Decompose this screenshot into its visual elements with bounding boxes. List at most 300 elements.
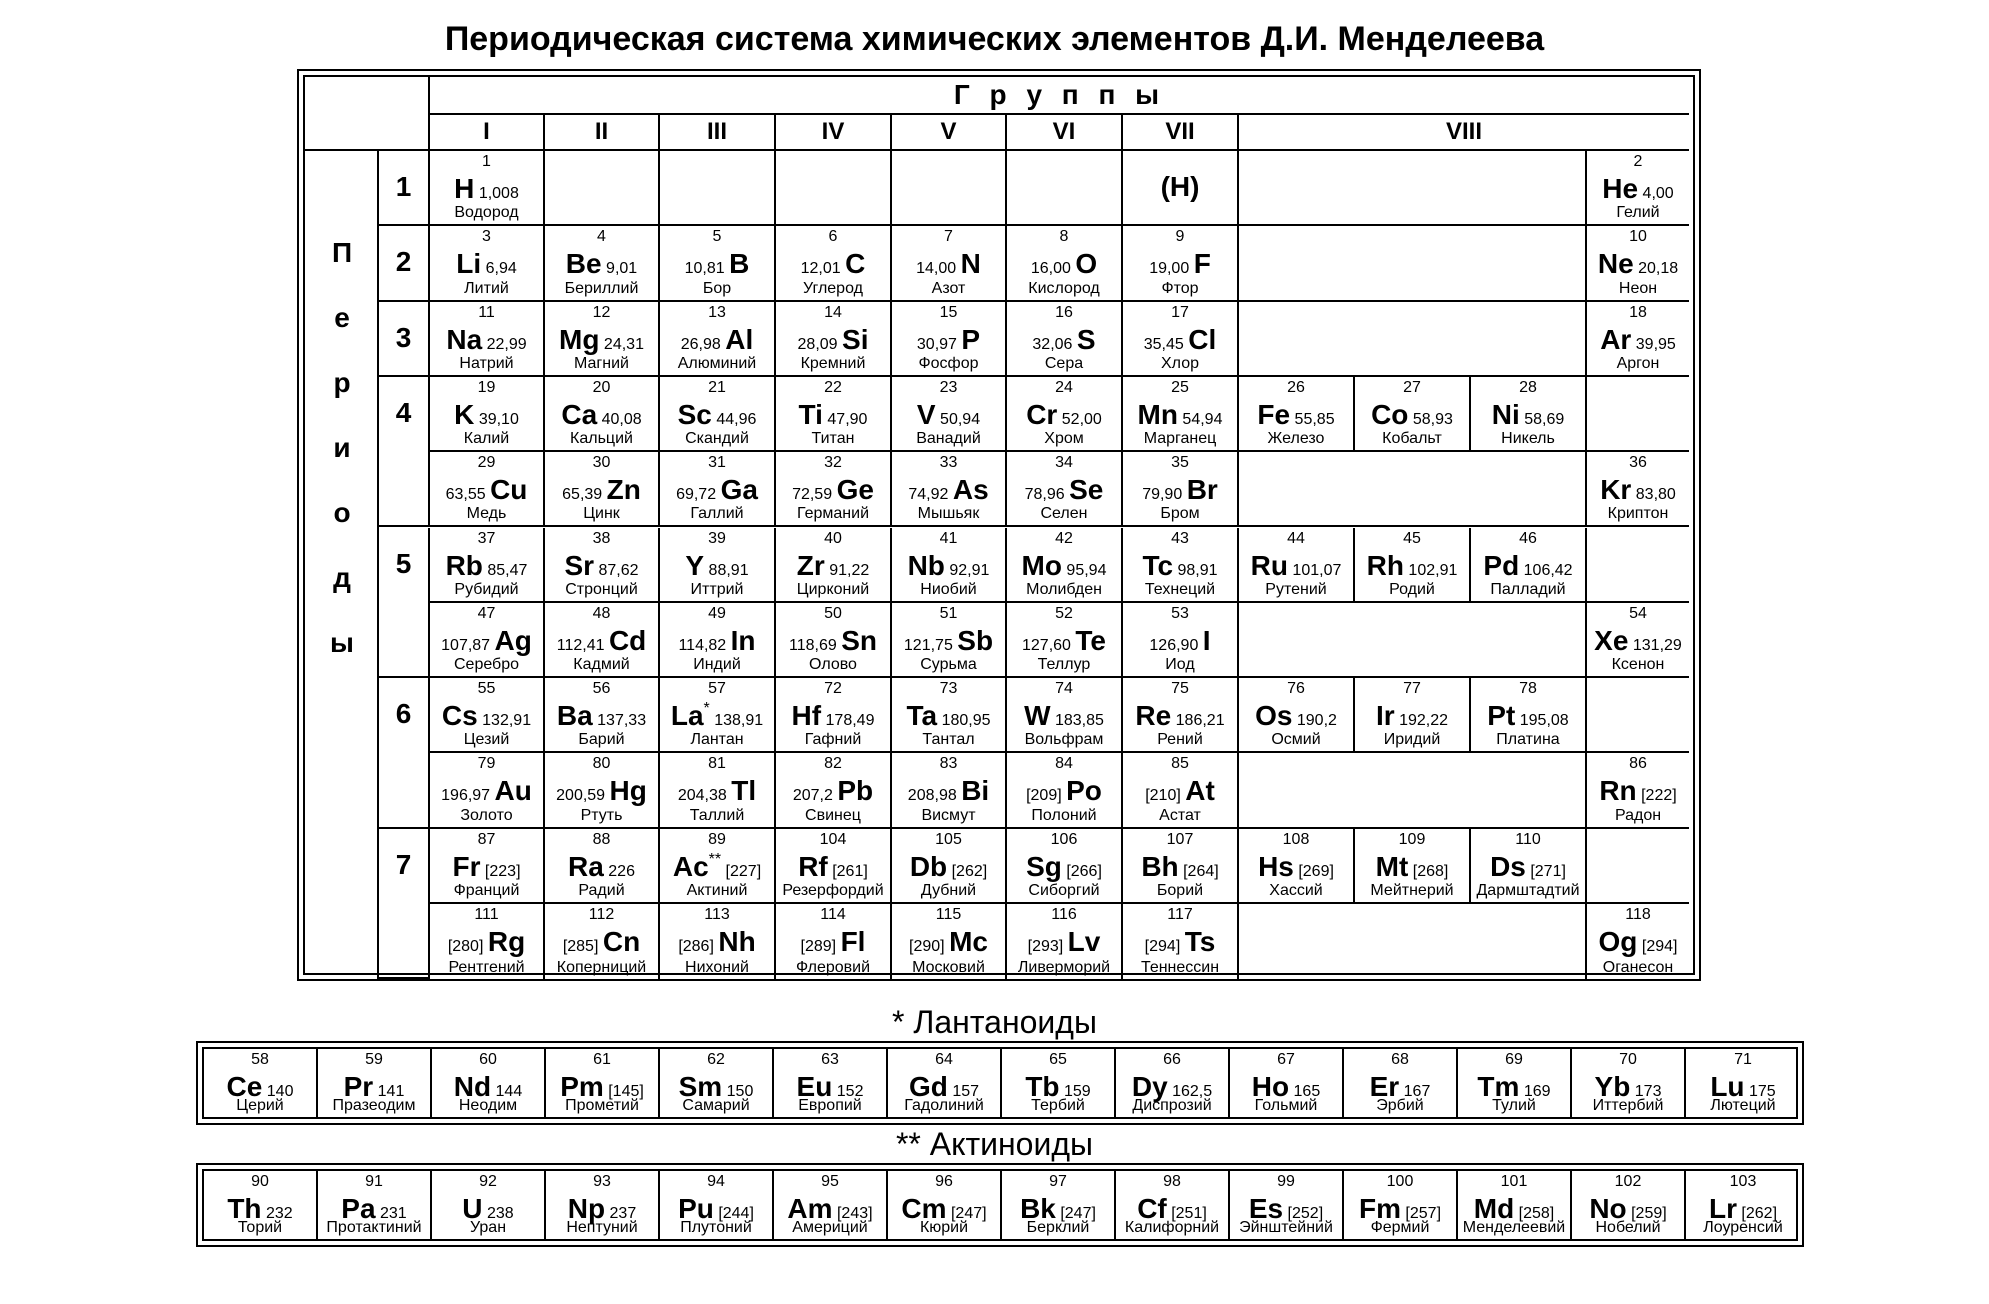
- element-number: 95: [821, 1173, 839, 1190]
- element-mass: 200,59: [556, 787, 606, 805]
- element-symbol-line: [430, 550, 543, 582]
- element-symbol: S: [1076, 323, 1096, 355]
- element-number: 75: [1171, 680, 1189, 698]
- element-symbol: Cl: [1188, 323, 1217, 355]
- element-name: Астат: [1159, 806, 1201, 824]
- element-name: Нихоний: [685, 959, 749, 977]
- element-number: 20: [592, 378, 611, 396]
- element-name: Фтор: [1161, 279, 1199, 297]
- element-number: 39: [708, 529, 726, 547]
- element-symbol: Es: [1248, 1193, 1284, 1224]
- actinide-cell: [546, 1171, 660, 1239]
- element-cell: [1587, 829, 1689, 904]
- element-name: Титан: [811, 430, 855, 448]
- lanthanide-cell: [774, 1049, 888, 1117]
- element-symbol: Mn: [1137, 398, 1178, 430]
- element-number: 73: [939, 680, 958, 698]
- element-cell: [892, 603, 1007, 678]
- lanthanide-cell: [546, 1049, 660, 1117]
- element-symbol-line: [1239, 851, 1353, 883]
- element-mass: 232: [265, 1205, 293, 1222]
- periods-letter: д: [333, 562, 351, 593]
- element-mass: [280]: [447, 938, 484, 955]
- group-header-I: I: [430, 115, 545, 151]
- element-cell: [1123, 678, 1239, 753]
- element-symbol-line: [1007, 248, 1121, 280]
- element-name: Неодим: [458, 1097, 518, 1114]
- element-name: Сиборгий: [1028, 881, 1100, 899]
- lanthanides-title: * Лантаноиды: [892, 1004, 1097, 1040]
- element-cell: [545, 603, 660, 678]
- element-name: Лантан: [690, 731, 744, 749]
- element-name: Тантал: [922, 731, 975, 749]
- period-number-cell: [379, 678, 430, 829]
- element-mass: 79,90: [1142, 486, 1183, 504]
- element-symbol: Hg: [609, 775, 647, 807]
- element-cell: [1123, 151, 1239, 226]
- element-symbol-line: [545, 926, 658, 958]
- element-symbol-line: [545, 625, 658, 657]
- element-name: Медь: [466, 505, 507, 523]
- element-name: Эйнштейний: [1239, 1219, 1333, 1236]
- element-cell: [430, 904, 545, 979]
- element-symbol-line: [430, 700, 543, 732]
- element-mass: 44,96: [716, 410, 757, 428]
- element-number: 40: [824, 529, 842, 547]
- element-number: 31: [708, 454, 726, 472]
- element-symbol-line: [892, 550, 1005, 582]
- element-mass: 138,91: [714, 712, 764, 730]
- element-symbol-line: [430, 775, 543, 807]
- element-mass: 10,81: [684, 260, 725, 278]
- element-name: Никель: [1501, 430, 1555, 448]
- element-number: 24: [1055, 378, 1073, 396]
- element-mass: 140: [266, 1083, 294, 1100]
- period-number-cell: [379, 151, 430, 226]
- element-symbol-line: [1587, 248, 1689, 280]
- element-name: Иттрий: [690, 580, 744, 598]
- element-number: 47: [477, 604, 496, 622]
- element-name: Мышьяк: [917, 505, 980, 523]
- element-mass: 196,97: [441, 787, 491, 805]
- element-cell: [1007, 528, 1123, 603]
- element-number: 103: [1729, 1173, 1757, 1190]
- element-symbol: Eu: [796, 1071, 833, 1102]
- periodic-table: [297, 69, 1701, 981]
- lanthanide-cell: [1116, 1049, 1230, 1117]
- element-name: Мейтнерий: [1370, 881, 1454, 899]
- actinide-cell: [774, 1171, 888, 1239]
- group-header-VII: VII: [1123, 115, 1239, 151]
- actinides-title: ** Актиноиды: [895, 1126, 1094, 1162]
- element-cell: [545, 452, 660, 527]
- element-number: 48: [592, 604, 611, 622]
- element-name: Таллий: [689, 806, 745, 824]
- element-mass: 231: [380, 1205, 407, 1222]
- element-symbol-line: [545, 324, 658, 356]
- element-cell: [660, 151, 776, 226]
- period-number: 5: [395, 547, 412, 579]
- element-name: Азот: [931, 279, 966, 297]
- element-mass: 131,29: [1632, 636, 1682, 654]
- element-number: 79: [477, 755, 496, 773]
- element-symbol: Ag: [494, 624, 532, 656]
- actinide-cell: [432, 1171, 546, 1239]
- element-number: 43: [1171, 529, 1189, 547]
- element-symbol-line: [660, 926, 774, 958]
- element-symbol-line: [545, 399, 658, 431]
- element-number: 58: [251, 1051, 269, 1068]
- element-number: 50: [824, 604, 842, 622]
- lanthanides-table: [196, 1041, 1804, 1125]
- element-number: 104: [819, 830, 847, 848]
- element-name: Резерфордий: [782, 881, 884, 899]
- element-name: Углерод: [803, 279, 863, 297]
- element-cell: [1239, 753, 1587, 828]
- element-mass: 121,75: [903, 636, 953, 654]
- lanthanide-cell: [660, 1049, 774, 1117]
- group-header-II: II: [545, 115, 660, 151]
- element-cell: [892, 753, 1007, 828]
- element-cell: [1007, 678, 1123, 753]
- element-cell: [1123, 528, 1239, 603]
- element-number: 55: [477, 680, 496, 698]
- element-symbol-line: [1587, 324, 1689, 356]
- element-cell: [776, 151, 892, 226]
- element-number: 72: [824, 680, 842, 698]
- element-symbol: Rh: [1366, 549, 1404, 581]
- element-mass: [294]: [1641, 938, 1678, 955]
- element-symbol-line: [1239, 550, 1353, 582]
- element-cell: [1587, 904, 1689, 979]
- element-symbol-line: [1587, 926, 1689, 958]
- element-symbol: Te: [1075, 624, 1106, 656]
- element-symbol-line: [892, 926, 1005, 958]
- element-symbol: At: [1185, 775, 1215, 807]
- element-symbol-line: [545, 248, 658, 280]
- element-name: Лоуренсий: [1703, 1219, 1783, 1236]
- element-cell: [660, 678, 776, 753]
- element-cell: [430, 377, 545, 452]
- element-symbol: V: [916, 398, 936, 430]
- element-symbol-line: [776, 474, 890, 506]
- element-mass: [227]: [725, 862, 762, 880]
- element-name: Висмут: [921, 806, 976, 824]
- element-name: Иод: [1165, 656, 1195, 674]
- element-symbol-line: [1123, 248, 1237, 280]
- element-cell: [430, 829, 545, 904]
- element-name: Марганец: [1143, 430, 1217, 448]
- element-symbol-line: [660, 324, 774, 356]
- element-symbol-line: [1123, 625, 1237, 657]
- element-mass: 58,93: [1412, 410, 1453, 428]
- element-number: 106: [1050, 830, 1078, 848]
- element-cell: [1123, 226, 1239, 301]
- element-symbol: Ho: [1251, 1071, 1290, 1102]
- element-cell: [1123, 302, 1239, 377]
- element-symbol-line: [1123, 474, 1237, 506]
- element-number: 74: [1055, 680, 1073, 698]
- element-number: 56: [592, 680, 611, 698]
- element-symbol-line: [892, 324, 1005, 356]
- element-cell: [1471, 829, 1587, 904]
- element-name: Аргон: [1616, 354, 1660, 372]
- element-number: 108: [1282, 830, 1310, 848]
- element-symbol: Bh: [1141, 850, 1179, 882]
- element-mass: [268]: [1412, 862, 1449, 880]
- actinide-cell: [1686, 1171, 1800, 1239]
- element-mass: 85,47: [487, 561, 528, 579]
- element-mass: [262]: [1741, 1205, 1778, 1222]
- group-header-IV: IV: [776, 115, 892, 151]
- element-number: 77: [1403, 680, 1421, 698]
- element-name: Церий: [236, 1097, 284, 1114]
- element-symbol: Pr: [343, 1071, 374, 1102]
- element-name: Хассий: [1269, 881, 1323, 899]
- element-number: 69: [1505, 1051, 1523, 1068]
- element-number: 4: [597, 228, 606, 246]
- element-mass: [251]: [1171, 1205, 1207, 1222]
- element-mass: 9,01: [606, 260, 638, 278]
- element-number: 110: [1515, 830, 1541, 848]
- element-symbol-line: [1123, 775, 1237, 807]
- element-mass: 98,91: [1177, 561, 1218, 579]
- element-mass: [258]: [1518, 1205, 1555, 1222]
- element-symbol: O: [1075, 248, 1098, 280]
- element-symbol: Ge: [836, 474, 874, 506]
- element-number: 17: [1171, 303, 1189, 321]
- element-number: 32: [824, 454, 842, 472]
- element-mass: 88,91: [708, 561, 749, 579]
- actinide-cell: [204, 1171, 318, 1239]
- element-mass: 39,10: [478, 410, 519, 428]
- element-symbol: Nh: [718, 926, 756, 957]
- lanthanide-cell: [432, 1049, 546, 1117]
- element-cell: [776, 603, 892, 678]
- period-number: 7: [395, 848, 412, 880]
- element-name: Франций: [453, 881, 520, 899]
- element-symbol: Po: [1066, 775, 1102, 807]
- element-name: Фосфор: [918, 354, 979, 372]
- element-mass: 204,38: [677, 787, 727, 805]
- element-number: 111: [474, 906, 499, 923]
- element-symbol: Sb: [957, 624, 994, 656]
- element-mass: 150: [726, 1083, 754, 1100]
- element-symbol: Ac: [672, 850, 709, 882]
- element-number: 33: [939, 454, 958, 472]
- element-name: Калий: [463, 430, 510, 448]
- element-mass: 195,08: [1519, 712, 1569, 730]
- element-name: Гелий: [1616, 204, 1660, 222]
- element-number: 10: [1629, 228, 1647, 246]
- element-symbol-line: [430, 324, 543, 356]
- element-symbol: Hs: [1258, 850, 1294, 882]
- actinide-cell: [318, 1171, 432, 1239]
- element-symbol: Cd: [608, 624, 647, 656]
- element-cell: [1587, 226, 1689, 301]
- element-mass: [294]: [1144, 938, 1181, 955]
- element-number: 13: [708, 303, 726, 321]
- element-symbol-line: [1587, 775, 1689, 807]
- element-symbol-line: [892, 474, 1005, 506]
- actinide-cell: [888, 1171, 1002, 1239]
- element-name: Сера: [1044, 354, 1084, 372]
- element-mass: [257]: [1405, 1205, 1442, 1222]
- element-cell: [1239, 904, 1587, 979]
- element-name: Флеровий: [795, 959, 871, 977]
- element-name: Протактиний: [326, 1219, 422, 1236]
- element-symbol: Cs: [441, 700, 478, 732]
- element-number: 37: [477, 529, 496, 547]
- element-number: 59: [365, 1051, 383, 1068]
- element-symbol-line: [660, 248, 774, 280]
- group-header-V: V: [892, 115, 1007, 151]
- element-symbol: Rf: [798, 850, 828, 882]
- element-number: 51: [939, 604, 958, 622]
- periods-letter: П: [331, 237, 353, 268]
- element-symbol: Ta: [906, 700, 938, 732]
- element-name: Олово: [809, 656, 857, 674]
- element-cell: [1239, 151, 1587, 226]
- element-symbol: Se: [1069, 474, 1104, 506]
- element-symbol-line: [1007, 550, 1121, 582]
- element-name: Гадолиний: [904, 1097, 984, 1114]
- element-symbol: Ds: [1490, 850, 1526, 882]
- element-symbol-line: [1123, 926, 1237, 958]
- element-cell: [776, 226, 892, 301]
- element-symbol-line: [1123, 399, 1237, 431]
- element-symbol-line: [1355, 851, 1469, 883]
- element-number: 101: [1500, 1173, 1528, 1190]
- element-name: Лютеций: [1710, 1097, 1776, 1114]
- element-name: Рентгений: [448, 959, 525, 977]
- actinide-cell: [1344, 1171, 1458, 1239]
- element-mass: [269]: [1298, 862, 1334, 880]
- element-cell: [660, 603, 776, 678]
- element-name: Московий: [912, 959, 985, 977]
- element-name: Иттербий: [1592, 1097, 1664, 1114]
- element-symbol: La: [670, 700, 704, 732]
- element-mass: 175: [1748, 1083, 1776, 1100]
- element-number: 30: [592, 454, 611, 472]
- element-number: 81: [708, 755, 726, 773]
- element-mass: 169: [1523, 1083, 1551, 1100]
- element-cell: [776, 528, 892, 603]
- element-symbol: Sr: [564, 549, 595, 581]
- element-mass: 22,99: [486, 335, 527, 353]
- element-number: 46: [1519, 529, 1537, 547]
- element-number: 1: [482, 153, 491, 170]
- element-cell: [776, 452, 892, 527]
- element-mass: 55,85: [1294, 410, 1335, 428]
- period-number: 4: [395, 396, 412, 428]
- element-symbol: Au: [494, 775, 532, 807]
- element-symbol: He: [1602, 173, 1639, 204]
- element-symbol: Ga: [720, 474, 758, 506]
- element-number: 26: [1287, 378, 1305, 396]
- element-mass: 118,69: [789, 636, 837, 654]
- element-symbol: Lr: [1708, 1193, 1737, 1224]
- element-symbol: Tl: [731, 775, 757, 807]
- element-cell: [892, 904, 1007, 979]
- element-name: Индий: [693, 656, 741, 674]
- periodic-table-grid: [303, 75, 1695, 975]
- lanthanide-cell: [1686, 1049, 1800, 1117]
- element-number: 7: [944, 228, 953, 246]
- element-number: 49: [708, 604, 726, 622]
- element-name: Полоний: [1031, 806, 1097, 824]
- element-number: 88: [592, 830, 611, 848]
- element-symbol: No: [1589, 1193, 1627, 1224]
- element-number: 94: [707, 1173, 725, 1190]
- element-symbol: Cn: [602, 926, 641, 957]
- element-name: Золото: [460, 806, 513, 824]
- element-number: 90: [251, 1173, 269, 1190]
- element-cell: [1239, 528, 1355, 603]
- element-symbol-line: [776, 775, 890, 807]
- element-cell: [1471, 678, 1587, 753]
- element-number: 83: [939, 755, 958, 773]
- element-name: Берклий: [1026, 1219, 1090, 1236]
- element-mass: 63,55: [445, 486, 486, 504]
- element-symbol-line: [1123, 700, 1237, 732]
- element-symbol-line: [430, 851, 543, 883]
- element-mass: [252]: [1287, 1205, 1324, 1222]
- element-symbol: Tb: [1025, 1071, 1060, 1102]
- element-mass: 162,5: [1172, 1083, 1213, 1100]
- element-name: Менделеевий: [1462, 1219, 1566, 1236]
- element-cell: [1355, 678, 1471, 753]
- element-symbol: Cu: [490, 474, 528, 506]
- element-mass: 26,98: [680, 335, 721, 353]
- element-cell: [545, 829, 660, 904]
- actinide-cell: [1572, 1171, 1686, 1239]
- element-cell: [430, 603, 545, 678]
- element-number: 99: [1277, 1173, 1295, 1190]
- actinide-cell: [1116, 1171, 1230, 1239]
- element-name: Кремний: [800, 354, 866, 372]
- element-symbol: Pm: [560, 1071, 604, 1102]
- element-name: Тербий: [1031, 1097, 1085, 1114]
- element-name: Вольфрам: [1024, 731, 1104, 749]
- element-name: Криптон: [1607, 505, 1669, 523]
- element-symbol: C: [845, 248, 866, 280]
- element-symbol: Ni: [1491, 398, 1520, 430]
- element-cell: [776, 302, 892, 377]
- lanthanides-grid: [202, 1047, 1798, 1119]
- element-symbol: Am: [787, 1193, 833, 1224]
- element-cell: [660, 452, 776, 527]
- element-name: Цинк: [583, 505, 620, 523]
- element-symbol: Zn: [606, 474, 641, 506]
- element-symbol-line: [1587, 173, 1689, 205]
- element-mass: [247]: [950, 1205, 987, 1222]
- element-number: 8: [1059, 228, 1069, 246]
- element-name: Радий: [578, 881, 625, 899]
- element-cell: [430, 151, 545, 226]
- element-symbol-line: [1007, 851, 1121, 883]
- element-name: Водород: [454, 204, 519, 222]
- element-number: 61: [593, 1051, 611, 1068]
- element-mass: 74,92: [908, 486, 949, 504]
- element-symbol: Mt: [1375, 850, 1409, 882]
- element-number: 3: [482, 228, 491, 246]
- element-symbol-line: [545, 700, 658, 732]
- element-cell: [1587, 528, 1689, 603]
- periods-letter: р: [333, 367, 351, 398]
- element-symbol: Bi: [961, 775, 990, 807]
- element-number: 21: [708, 378, 726, 396]
